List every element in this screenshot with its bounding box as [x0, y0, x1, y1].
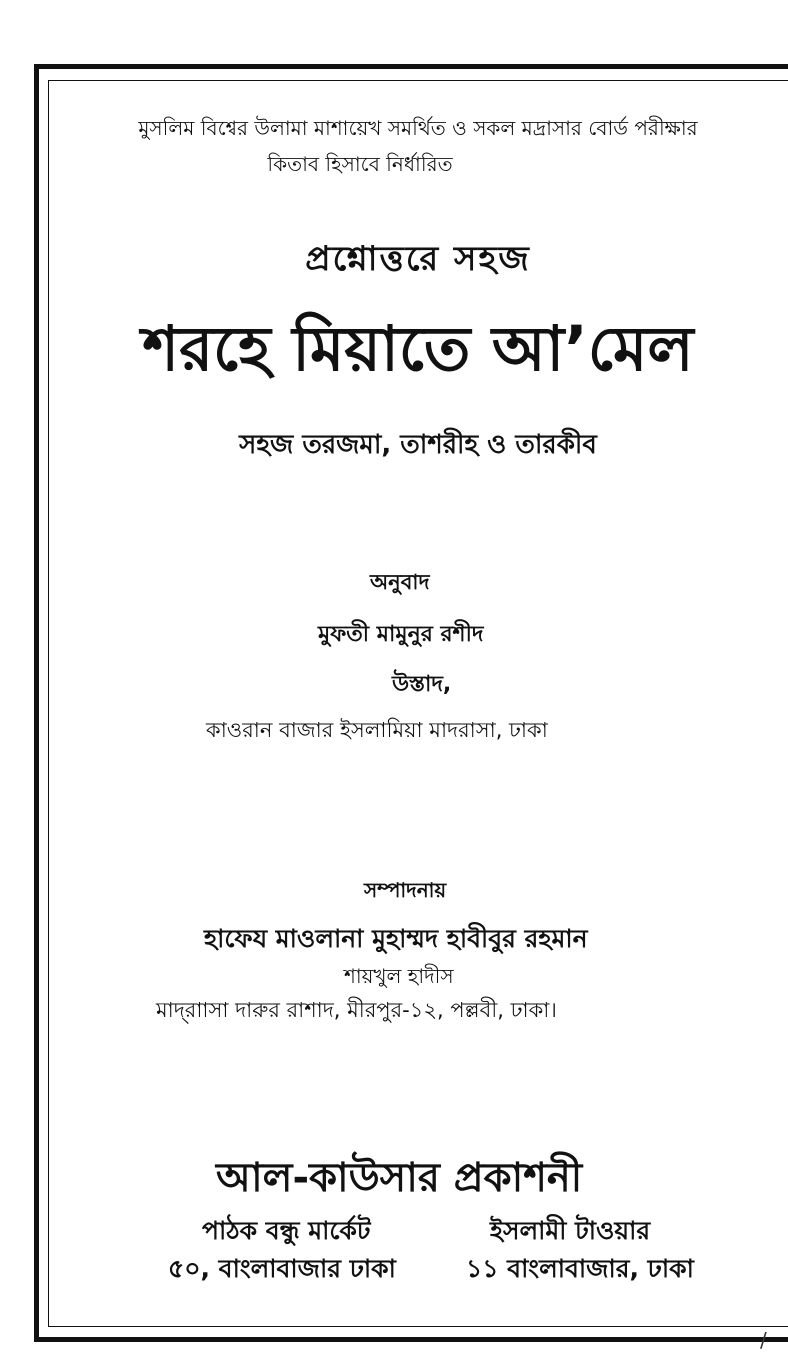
translator-role: উস্তাদ, [392, 672, 452, 697]
page-corner-mark: / [760, 1328, 767, 1352]
translator-label: অনুবাদ [370, 570, 430, 594]
editor-name: হাফেয মাওলানা মুহাম্মদ হাবীবুর রহমান [204, 924, 588, 953]
header-note-line-2: কিতাব হিসাবে নির্ধারিত [267, 152, 453, 176]
editor-label: সম্পাদনায় [364, 878, 447, 902]
editor-institution: মাদ্‌রাাসা দারুর রাশাদ, মীরপুর-১২, পল্লবী, ঢাকা। [156, 998, 557, 1022]
title-kicker: প্রশ্নোত্তরে সহজ [305, 239, 531, 279]
editor-role: শায়খুল হাদীস [344, 964, 454, 988]
publisher-address-left-2: ৫০, বাংলাবাজার ঢাকা [168, 1254, 396, 1283]
publisher-address-right-2: ১১ বাংলাবাজার, ঢাকা [466, 1254, 694, 1283]
publisher-name: আল-কাউসার প্রকাশনী [216, 1155, 583, 1201]
header-note-line-1: মুসলিম বিশ্বের উলামা মাশায়েখ সমর্থিত ও সকল মদ্রাসার বোর্ড পরীক্ষার [138, 116, 698, 140]
translator-institution: কাওরান বাজার ইসলামিয়া মাদরাসা, ঢাকা [206, 718, 548, 742]
publisher-address-right-1: ইসলামী টাওয়ার [490, 1216, 651, 1245]
title-subtitle: সহজ তরজমা, তাশরীহ ও তারকীব [239, 430, 597, 460]
title-main: শরহে মিয়াতে আ’মেল [142, 312, 694, 385]
translator-name: মুফতী মামুনুর রশীদ [318, 622, 484, 647]
publisher-address-left-1: পাঠক বন্ধু মার্কেট [202, 1216, 371, 1245]
